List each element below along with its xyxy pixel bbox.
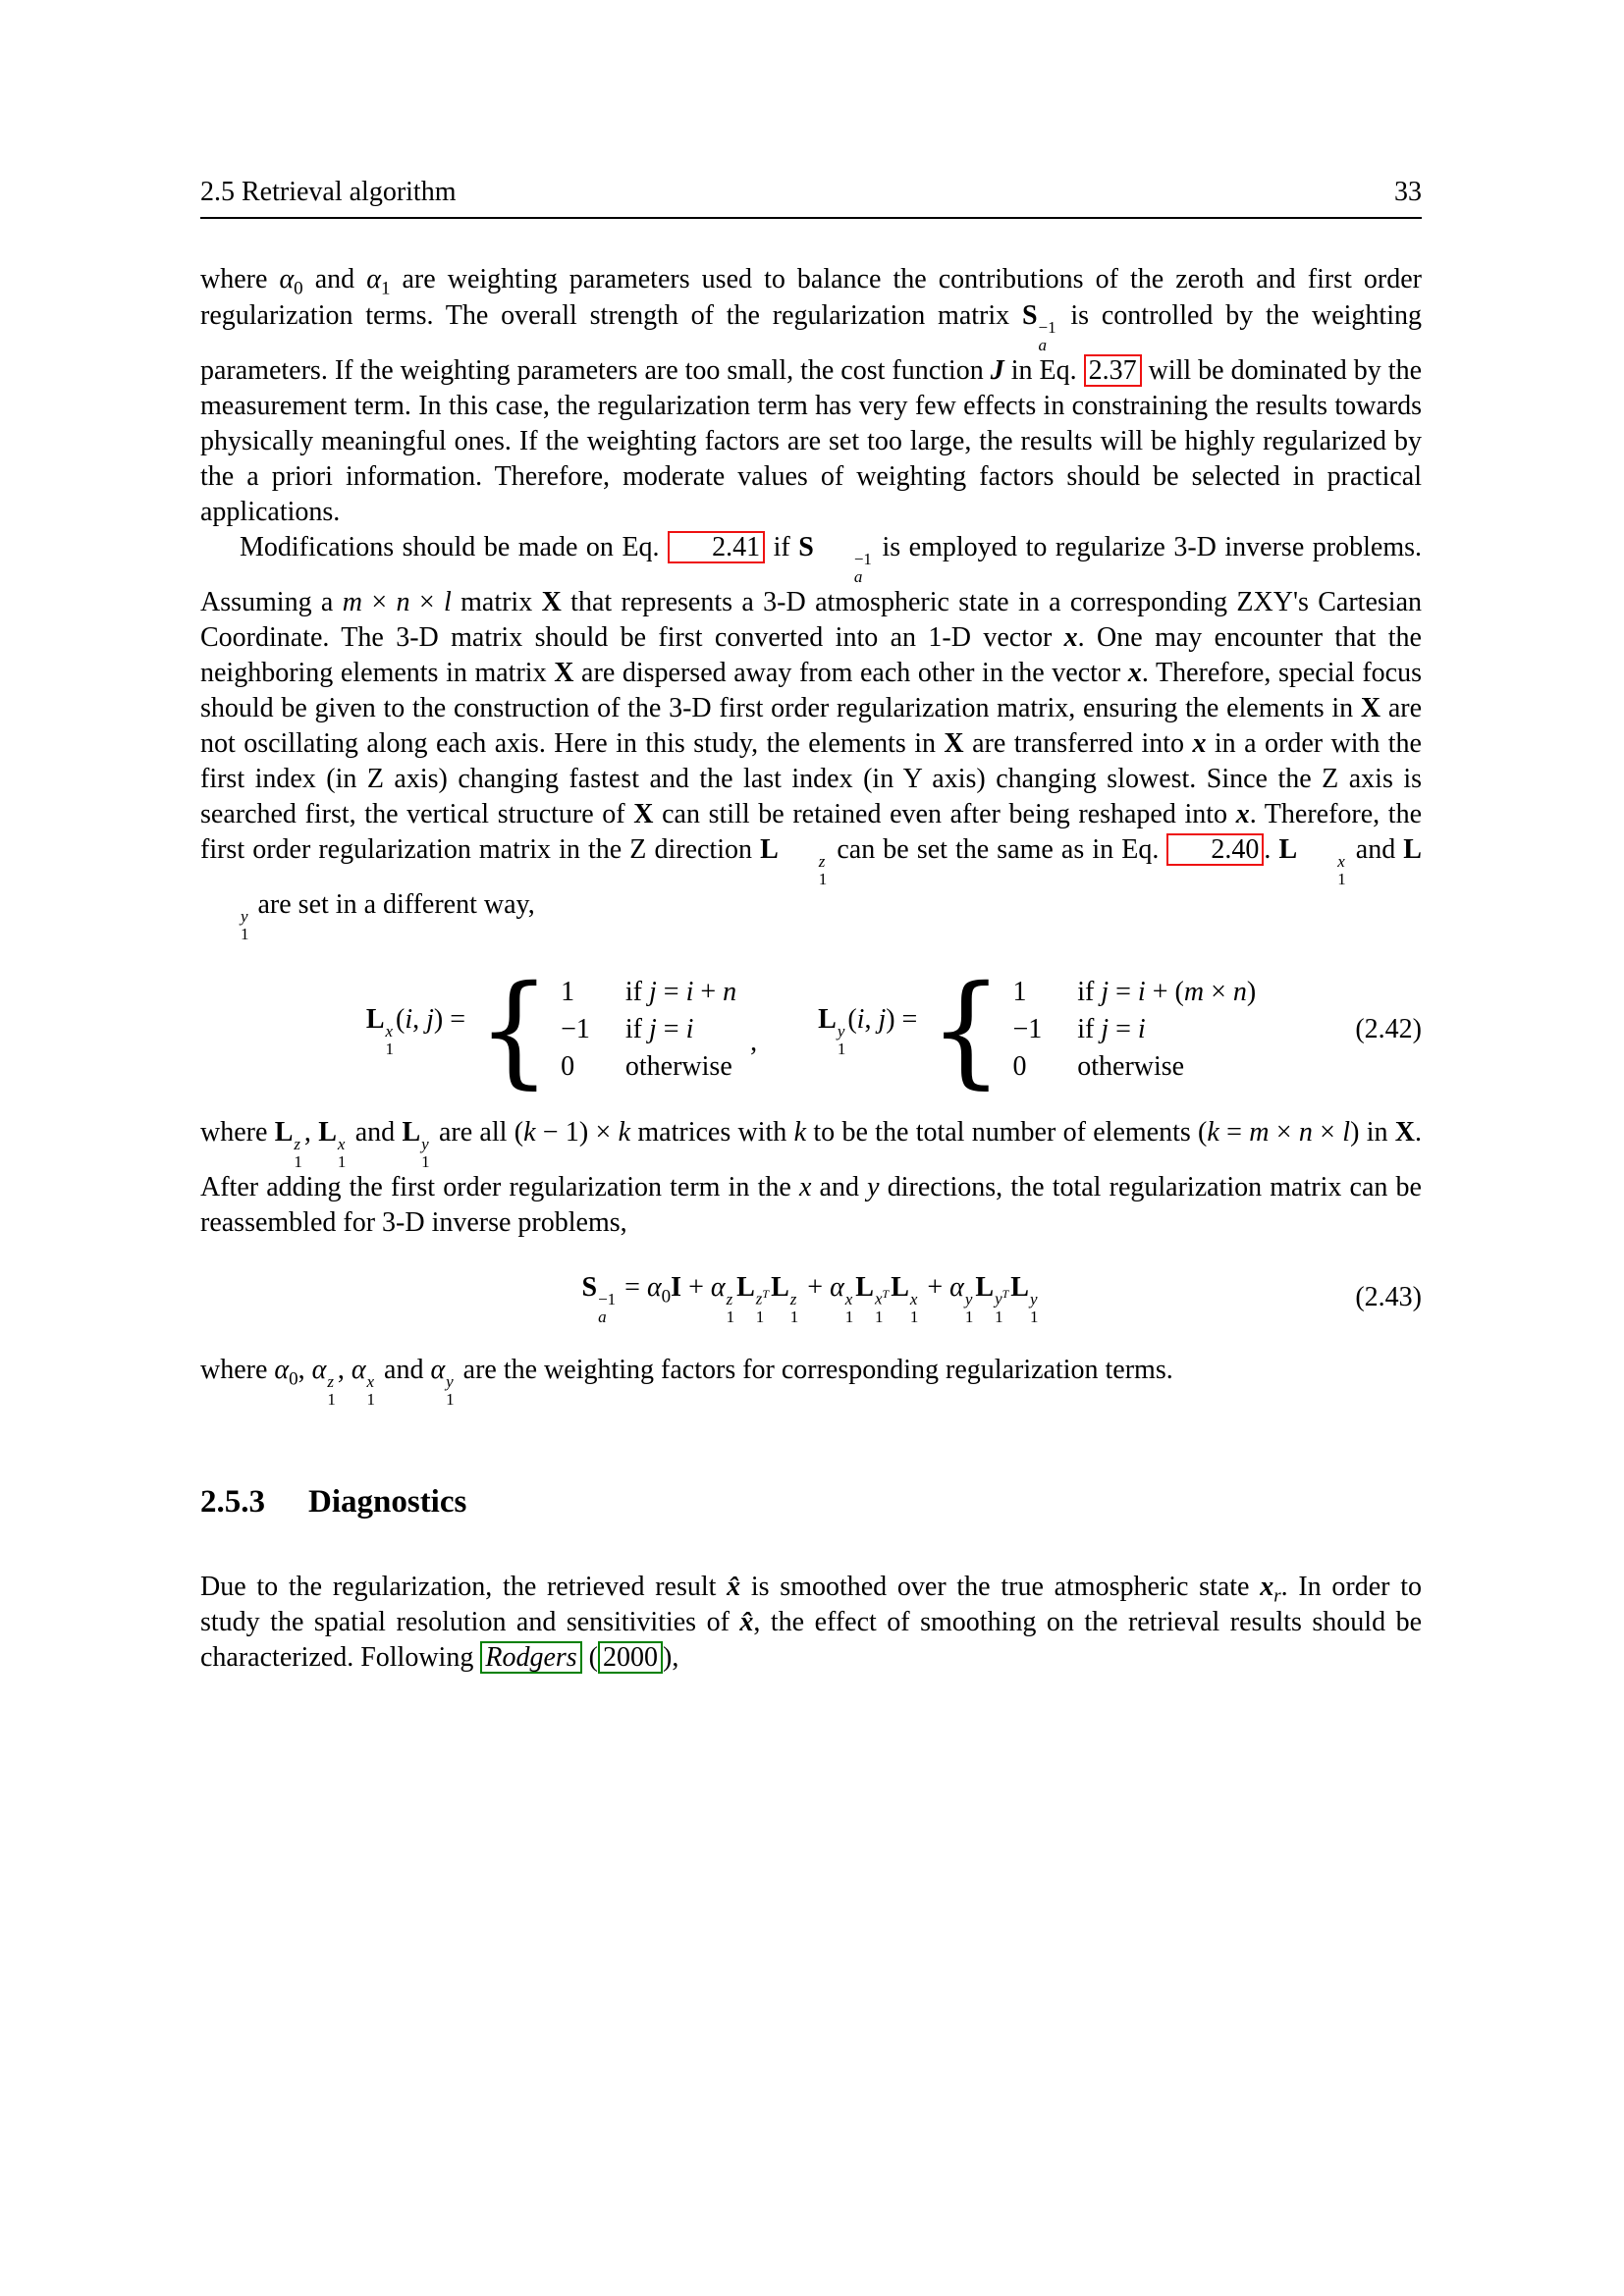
- equation-2-42-lhs-x: L x 1 (i, j) =: [365, 1003, 466, 1058]
- paragraph-4: where $\alpha_0$, α z 1 , α x 1 and α y 1 are the weighting factors for corresponding regularization terms.: [200, 1354, 1173, 1409]
- section-heading: [200, 1484, 1422, 1521]
- section-number: 2.5.3: [200, 1483, 265, 1520]
- case-condition: if j = i + (m × n): [1077, 976, 1257, 1007]
- case-condition: if j = i: [1077, 1013, 1146, 1044]
- case-value: 0: [1012, 1050, 1027, 1082]
- case-condition: if j = i + n: [624, 976, 737, 1007]
- eq-ref-2-41[interactable]: 2.41: [668, 531, 765, 563]
- eq-ref-2-37[interactable]: 2.37: [1084, 354, 1142, 387]
- case-value: −1: [1012, 1013, 1043, 1044]
- paragraph-3: where L z 1 , L x 1 and L y 1 are all (k − 1) × k matrices with k to be the total number of elements (k = m × n × l) in X. After adding the first order regularization term in the x and y directions, the total regularization matrix can be reassembled for 3-D inverse problems,: [200, 1116, 1423, 1238]
- case-value: 0: [561, 1050, 575, 1082]
- equation-number: (2.42): [1355, 1013, 1422, 1044]
- citation-rodgers[interactable]: Rodgers: [480, 1641, 581, 1674]
- page-number: 33: [1394, 177, 1422, 207]
- case-condition: if j = i: [624, 1013, 694, 1044]
- paragraph-2: Modifications should be made on Eq. 2.41 if S −1 a is employed to regularize 3-D inverse problems. Assuming a m × n × l matrix X that represents a 3-D atmospheric state in a corresponding ZXY's Cartesian Coordinate. The 3-D matrix should be first converted into an 1-D vector x. One may encounter that the neighboring elements in matrix X are dispersed away from each other in the vector x. Therefore, special focus should be given to the construction of the 3-D first order regularization matrix, ensuring the elements in X are not oscillating along each axis. Here in this study, the elements in X are transferred into x in a order with the first index (in Z axis) changing fastest and the last index (in Y axis) changing slowest. Since the Z axis is searched first, the vertical structure of X can still be retained even after being reshaped into x. Therefore, the first order regularization matrix in the Z direction L z 1 can be set the same as in Eq. 2.40 . L x 1 and L y 1 are set in a different way,: [200, 531, 1423, 943]
- eq-ref-2-40[interactable]: 2.40: [1166, 833, 1264, 866]
- left-brace-icon: {: [929, 958, 1003, 1101]
- equation-2-42-cases-y: [1012, 975, 1256, 1085]
- case-condition: otherwise: [624, 1050, 732, 1082]
- case-value: 1: [561, 976, 575, 1007]
- equation-2-42: [200, 958, 1422, 1101]
- equation-2-42-lhs-y: L y 1 (i, j) =: [818, 1003, 918, 1058]
- running-head-section-title: 2.5 Retrieval algorithm: [200, 177, 457, 207]
- page-content: [200, 177, 1422, 1676]
- equation-2-43: [200, 1270, 1422, 1325]
- equation-separator: ,: [750, 1026, 758, 1057]
- equation-2-42-cases-x: [561, 975, 736, 1085]
- equation-2-43-body: S −1 a = $\alpha_0I + \alpha$ z 1 L $z^T$ 1 L z 1 + α x 1 L $x^T$ 1 L x 1 + α y 1 L $y^T$ 1 L y 1: [581, 1271, 1039, 1326]
- paragraph-5: Due to the regularization, the retrieved result x̂ is smoothed over the true atmospheric state $x_r$. In order to study the spatial resolution and sensitivities of x̂, the effect of smoothing on the retrieval results should be characterized. Following Rodgers ( 2000 ),: [200, 1571, 1423, 1674]
- case-value: 1: [1012, 976, 1027, 1007]
- equation-number: (2.43): [1355, 1281, 1422, 1312]
- citation-rodgers-year[interactable]: 2000: [598, 1641, 663, 1674]
- body-text: [200, 262, 1422, 1676]
- page-header: [200, 177, 1422, 219]
- case-condition: otherwise: [1077, 1050, 1185, 1082]
- case-value: −1: [561, 1013, 590, 1044]
- section-title: Diagnostics: [308, 1483, 467, 1520]
- paragraph-1: where $\alpha_0$ and $\alpha_1$ are weighting parameters used to balance the contributions of the zeroth and first order regularization terms. The overall strength of the regularization matrix S −1 a is controlled by the weighting parameters. If the weighting parameters are too small, the cost function J in Eq. 2.37 will be dominated by the measurement term. In this case, the regularization term has very few effects in constraining the results towards physically meaningful ones. If the weighting factors are set too large, the results will be highly regularized by the a priori information. Therefore, moderate values of weighting factors should be selected in practical applications.: [200, 264, 1422, 527]
- left-brace-icon: {: [477, 958, 552, 1101]
